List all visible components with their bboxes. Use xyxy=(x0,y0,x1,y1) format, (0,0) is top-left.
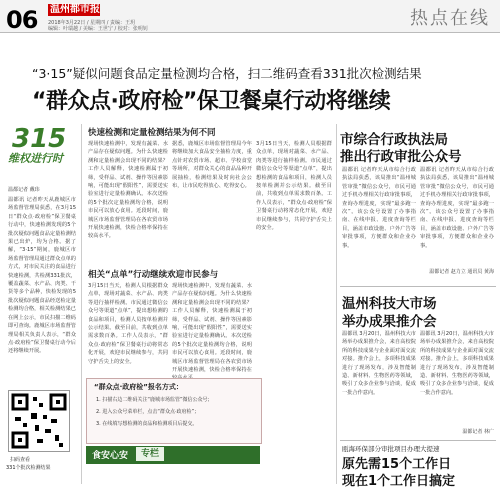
column-label: 热点在线 xyxy=(410,8,490,29)
middle-body-2b: 现场快速检测中，发现有蔬菜、水产品存在疑似问题。为什么快速检测和定量检测会出现不同的结果？工作人员解释，快速检测属于初筛，受样品、试剂、操作等因素影响，可能出现“假阳性”，需要送实验室进行定量检测确认。本次送检的5个批次定量检测均合格，说明市民可以放心食用。近段时间，鹿城区市场监督管理局在各农贸市场开展快速检测，快检合格率保持在 xyxy=(172,283,252,374)
qr-code[interactable] xyxy=(8,390,70,452)
signup-title: “群众点·政府检”报名方式： xyxy=(94,383,183,391)
right-body-1a: 温都讯 记者昨天从市综合行政执法局获悉，该局推出“温州城管审批”微信公众号，市民可通过手机办理相关行政审批事项，查询办理进度，实现“最多跑一次”。该公众号设置了办事指南、在线申报、进度查询等栏目，涵盖市政设施、户外广告等审批事项，方便群众和企业办事。 xyxy=(342,167,416,249)
middle-body-3: 据悉，鹿城区市场监督管理局今年将继续加大食品安全抽检力度，重点针对农贸市场、超市、学校食堂等场所，对群众关心的食品品种开展抽检，检测结果及时向社会公布，让市民吃得放心、吃得安心。 xyxy=(172,141,252,190)
signup-step-3: 3. 在线填写想检测的食品和检测项目后提交。 xyxy=(96,421,198,427)
right-divider-1 xyxy=(340,286,496,287)
right-title-2-line1: 温州科技大市场 xyxy=(342,296,437,312)
right-title-3-line2: 现在1个工作日搞定 xyxy=(342,474,456,489)
subheading-test-results: 快速检测和定量检测结果为何不同 xyxy=(88,128,216,138)
signup-step-1: 1. 扫描右边二维码关注“鹿城市场监管”微信公众号； xyxy=(96,397,213,403)
column-badge: 专栏 xyxy=(136,447,164,461)
middle-body-right: 3月15日当天，检测人员根据群众点单，现场对蔬菜、水产品、肉类等进行抽样检测。市民通过微信公众号等渠道“点单”，提出想检测的食品和项目，检测人员按单检测并公示结果。截至目前，共收到点单需求数百条。工作人员表示，“群众点·政府检”保卫餐桌行动将常态化开展，欢迎市民继续参与，共同守护舌尖上的安全。 xyxy=(256,141,332,232)
right-title-2-line2: 举办成果推介会 xyxy=(342,314,437,330)
right-body-1b: 温都讯 记者昨天从市综合行政执法局获悉，该局推出“温州城管审批”微信公众号，市民可通过手机办理相关行政审批事项，查询办理进度，实现“最多跑一次”。该公众号设置了办事指南、在线申报、进度查询等栏目，涵盖市政设施、户外广告等审批事项，方便群众和企业办事。 xyxy=(420,167,494,249)
right-divider-2 xyxy=(340,440,496,441)
food-safety-label: 食安心安 xyxy=(92,451,129,461)
logo-315: 315 xyxy=(12,124,67,154)
header-date-line: 2018年3月22日 / 星期四 / 责编：王玥 xyxy=(48,20,135,26)
right-byline-1: 温都记者 赵力立 通讯员 黄海 xyxy=(429,269,494,275)
page-number: 06 xyxy=(6,6,38,34)
middle-body-2a: 3月15日当天，检测人员根据群众点单，现场对蔬菜、水产品、肉类等进行抽样检测。市民通过微信公众号等渠道“点单”，提出想检测的食品和项目，检测人员按单检测并公示结果。截至目前，共收到点单需求数百条。工作人员表示，“群众点·政府检”保卫餐桌行动将常态化开展，欢迎市民继续参与，共同守护舌尖上的安全。 xyxy=(88,283,168,365)
headline-title: “群众点·政府检”保卫餐桌行动将继续 xyxy=(32,89,391,114)
qr-caption-detail: 331个批次检测结果 xyxy=(6,465,51,471)
right-title-1-line2: 推出行政审批公众号 xyxy=(340,149,462,165)
column-divider xyxy=(81,124,82,484)
subheading-participation: 相关“点单”行动继续欢迎市民参与 xyxy=(88,270,219,280)
signup-step-2: 2. 进入公众号菜单栏，点击“群众点·政府检”； xyxy=(96,409,200,415)
column-divider-right xyxy=(336,124,337,484)
qr-caption: 扫码查看 xyxy=(10,457,31,463)
right-title-3-line1: 原先需15个工作日 xyxy=(342,457,452,472)
middle-body-1: 现场快速检测中，发现有蔬菜、水产品存在疑似问题。为什么快速检测和定量检测会出现不同的结果？工作人员解释，快速检测属于初筛，受样品、试剂、操作等因素影响，可能出现“假阳性”，需要送实验室进行定量检测确认。本次送检的5个批次定量检测均合格，说明市民可以放心食用。近段时间，鹿城区市场监督管理局在各农贸市场开展快速检测，快检合格率保持在较高水平。 xyxy=(88,141,168,240)
right-byline-2: 温都记者 林广 xyxy=(462,429,494,435)
section-name: 温州都市报 xyxy=(50,4,100,15)
right-body-2b: 温都讯 3月20日，温州科技大市场举办成果推介会，来自高校院所的科技成果与企业面对面交流对接。推介会上，多项科技成果进行了现场发布，涉及智能制造、新材料、生物医药等领域，吸引了众多企业参与洽谈，促成一批合作意向。 xyxy=(420,331,494,396)
qr-code-icon xyxy=(9,391,69,451)
logo-subtitle: 维权进行时 xyxy=(8,152,63,165)
right-body-2a: 温都讯 3月20日，温州科技大市场举办成果推介会，来自高校院所的科技成果与企业面对面交流对接。推介会上，多项科技成果进行了现场发布，涉及智能制造、新材料、生物医药等领域，吸引了众多企业参与洽谈，促成一批合作意向。 xyxy=(342,331,416,396)
right-kicker-3: 瓯海环保部分审批项目办理大提速 xyxy=(342,445,440,453)
left-byline: 温都记者 戴玮 xyxy=(8,187,40,193)
headline-kicker: “3·15”疑似问题食品定量检测均合格，扫二维码查看331批次检测结果 xyxy=(32,66,422,81)
left-article-body: 温都讯 记者昨天从鹿城区市场监督管理局获悉，在3月15日“群众点·政府检”保卫餐桌行动中，快速检测发现的5个批次疑似问题食品定量检测结果已出炉，均为合格。据了解，“3·15”期间，鹿城区市场监督管理局通过群众点单的方式，对市民关注的食品进行快速检测，共检测331批次，覆盖蔬菜、水产品、肉类、干货等多个品种，快检发现的5批次疑似问题食品经送检定量检测均合格，相关检测结果已在网上公示，市民扫描二维码即可查询。鹿城区市场监督管理局相关负责人表示，“群众点·政府检”保卫餐桌行动今后还将继续开展。 xyxy=(8,197,76,355)
right-title-1-line1: 市综合行政执法局 xyxy=(340,132,448,148)
header-editor-line: 编辑：叶瑞越 / 美编：王世宁 / 校对：张明钊 xyxy=(48,26,148,32)
